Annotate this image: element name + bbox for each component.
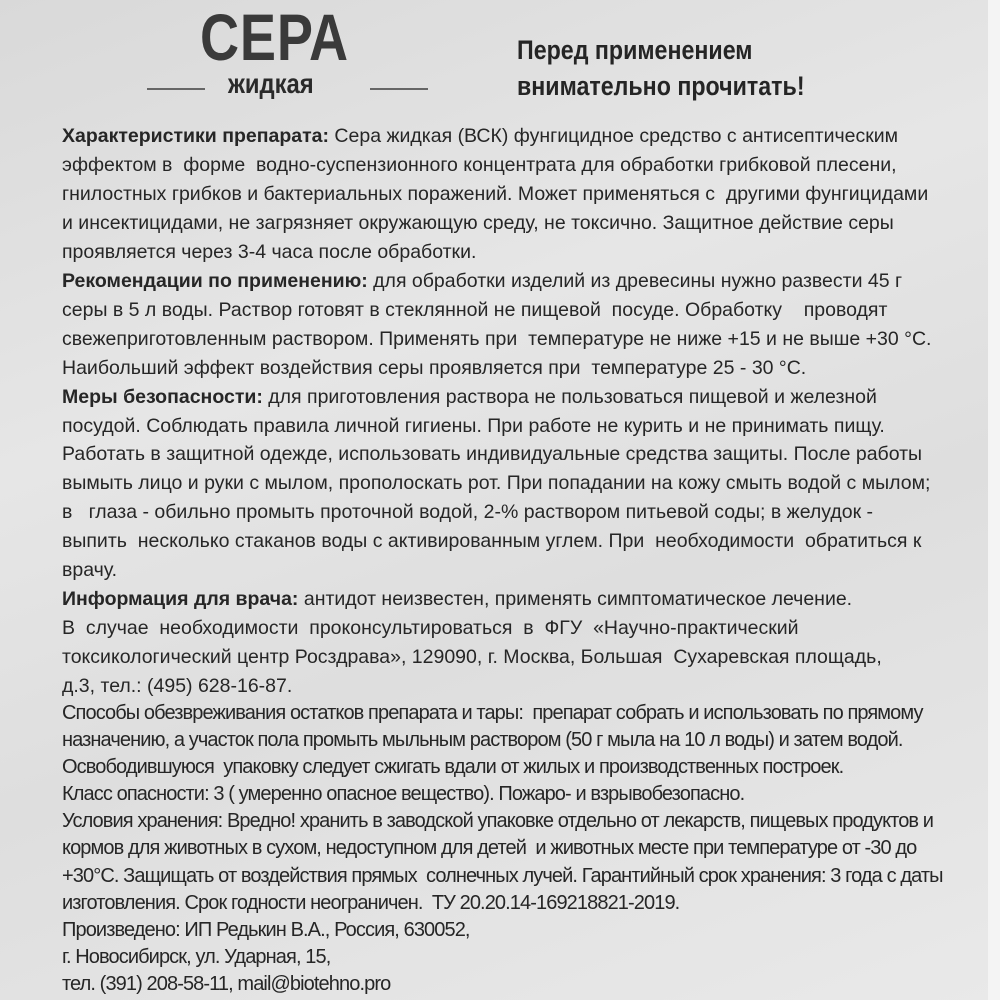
footer-line: +30°С. Защищать от воздействия прямых солнечных лучей. Гарантийный срок хранения: 3 года с даты (62, 864, 943, 887)
section-heading: Меры безопасности: (62, 385, 263, 408)
section-heading: Характеристики препарата: (62, 125, 330, 147)
line-text: токсикологический центр Росздрава», 129090, г. Москва, Большая Сухаревская площадь, (62, 646, 882, 669)
warning-line-2: внимательно прочитать! (517, 71, 805, 101)
text-line (62, 325, 962, 354)
line-text: свежеприготовленным раствором. Применять при температуре не ниже +15 и не выше +30 °С. (62, 327, 932, 350)
decorative-dash-left (147, 88, 205, 90)
line-text: и инсектицидами, не загрязняет окружающую среду, не токсично. Защитное действие серы (62, 211, 894, 234)
line-text: в глаза - обильно промыть проточной водой, 2-% раствором питьевой соды; в желудок - (62, 501, 874, 524)
footer-line: Способы обезвреживания остатков препарата и тары: препарат собрать и использовать по прямому (62, 702, 923, 724)
package-edge (988, 0, 1000, 1000)
line-text: Работать в защитной одежде, использовать индивидуальные средства защиты. После работы (62, 443, 923, 466)
line-text: В случае необходимости проконсультироваться в ФГУ «Научно-практический (62, 617, 799, 640)
footer-line: Класс опасности: 3 ( умеренно опасное вещество). Пожаро- и взрывобезопасно. (62, 783, 745, 806)
line-text: Наибольший эффект воздействия серы проявляется при температуре 25 - 30 °С. (62, 356, 807, 379)
text-line (62, 556, 962, 585)
text-line (62, 614, 962, 643)
text-line (62, 440, 962, 469)
product-title: СЕРА (200, 0, 349, 74)
section-heading: Рекомендации по применению: (62, 269, 368, 292)
text-line (62, 672, 962, 701)
text-line (62, 122, 962, 151)
line-text: серы в 5 л воды. Раствор готовят в стеклянной не пищевой посуде. Обработку проводят (62, 298, 888, 321)
line-text: проявляется через 3-4 часа после обработки. (62, 240, 477, 263)
text-line (62, 151, 962, 180)
line-text: для обработки изделий из древесины нужно развести 45 г (367, 269, 903, 292)
decorative-dash-right (370, 88, 428, 90)
section-heading: Информация для врача: (62, 588, 299, 611)
text-line (62, 296, 962, 325)
footer-line: кормов для животных в сухом, недоступном для детей и животных месте при температуре от -30 до (62, 837, 917, 860)
text-line (62, 267, 962, 296)
line-text: д.3, тел.: (495) 628-16-87. (62, 675, 293, 698)
footer-line: Произведено: ИП Редькин В.А., Россия, 630052, (62, 918, 470, 941)
footer-line: изготовления. Срок годности неограничен. ТУ 20.20.14-169218821-2019. (62, 891, 680, 914)
line-text: для приготовления раствора не пользоваться пищевой и железной (262, 385, 877, 408)
instructions-footer (62, 700, 962, 998)
text-line (62, 354, 962, 383)
text-line (62, 469, 962, 498)
product-subtitle: жидкая (228, 68, 314, 99)
text-line (62, 527, 962, 556)
line-text: Сера жидкая (ВСК) фунгицидное средство с антисептическим (329, 125, 899, 147)
line-text: эффектом в форме водно-суспензионного концентрата для обработки грибковой плесени, (62, 153, 897, 176)
line-text: выпить несколько стаканов воды с активированным углем. При необходимости обратиться к (62, 530, 922, 553)
text-line (62, 643, 962, 672)
line-text: вымыть лицо и руки с мылом, прополоскать рот. При попадании на кожу смыть водой с мылом; (62, 472, 931, 495)
text-line (62, 498, 962, 527)
footer-line: тел. (391) 208-58-11, mail@biotehno.pro (62, 972, 391, 995)
line-text: антидот неизвестен, применять симптоматическое лечение. (298, 588, 853, 611)
line-text: посудой. Соблюдать правила личной гигиены. При работе не курить и не принимать пищу. (62, 414, 885, 437)
line-text: врачу. (62, 559, 117, 582)
instructions-body (62, 122, 962, 701)
text-line (62, 412, 962, 441)
text-line (62, 209, 962, 238)
footer-line: назначению, а участок пола промыть мыльным раствором (50 г мыла на 10 л воды) и затем водой. (62, 729, 903, 752)
footer-line: г. Новосибирск, ул. Ударная, 15, (62, 945, 331, 968)
footer-line: Условия хранения: Вредно! хранить в заводской упаковке отдельно от лекарств, пищевых продуктов и (62, 810, 934, 833)
text-line (62, 585, 962, 614)
line-text: гнилостных грибков и бактериальных поражений. Может применяться с другими фунгицидами (62, 182, 929, 205)
warning-line-1: Перед применением (517, 35, 753, 65)
text-line (62, 383, 962, 412)
text-line (62, 180, 962, 209)
text-line (62, 238, 962, 267)
footer-line: Освободившуюся упаковку следует сжигать вдали от жилых и производственных построек. (62, 756, 844, 779)
